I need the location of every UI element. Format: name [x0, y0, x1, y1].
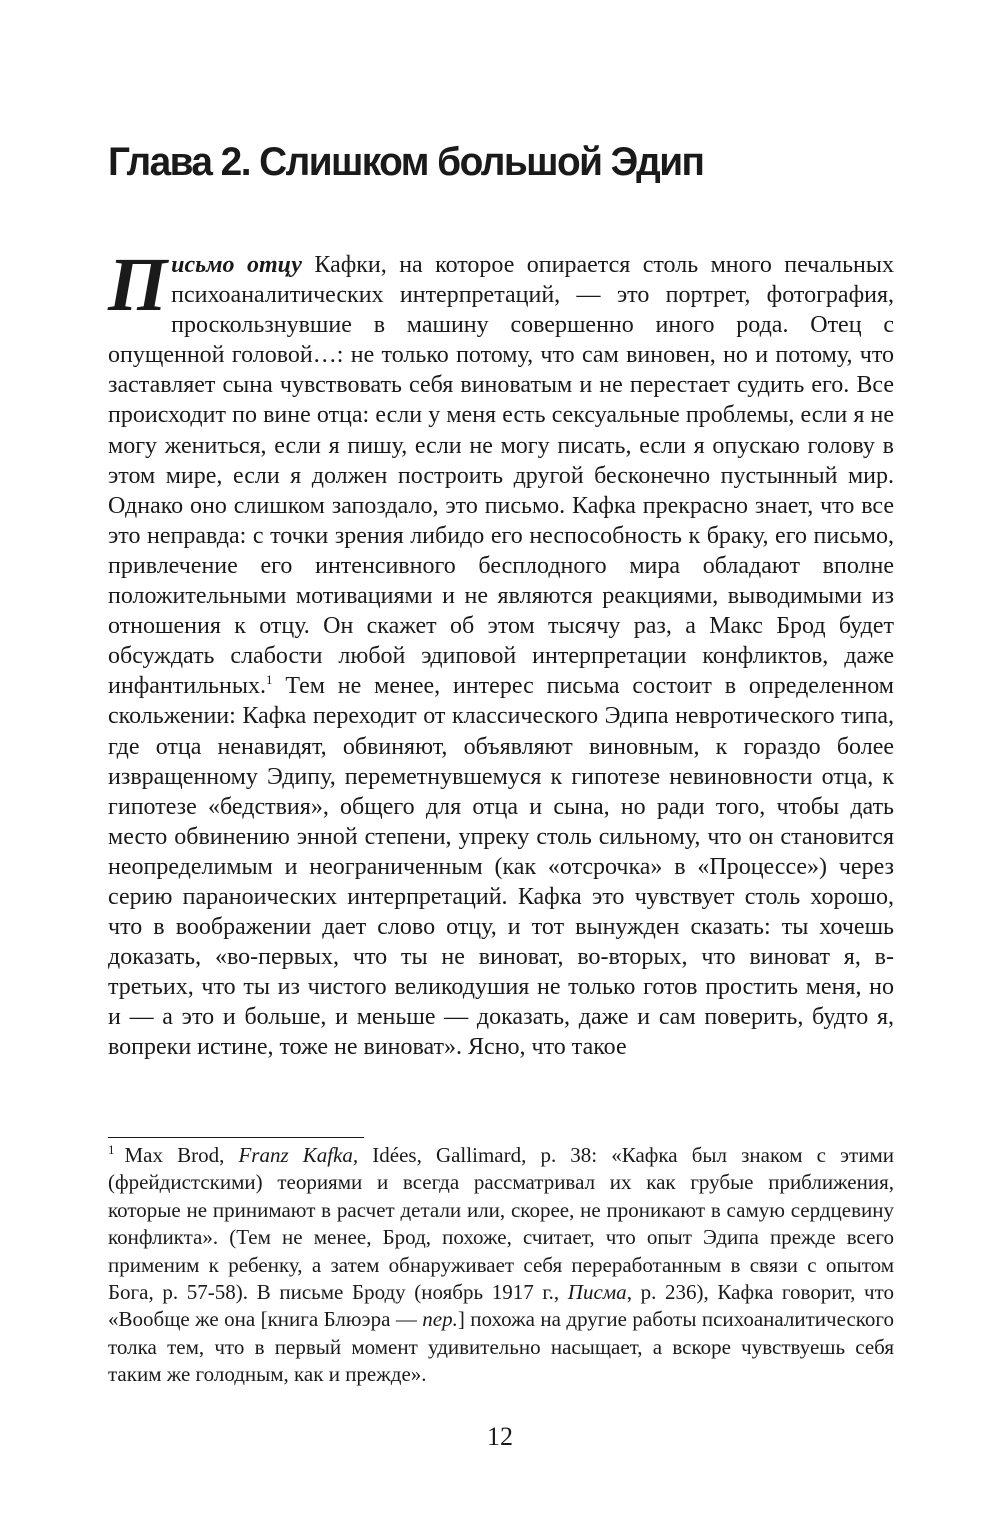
- footnote-paragraph: [108, 1142, 894, 1389]
- footnote-reference[interactable]: 1: [265, 672, 273, 688]
- footnote-number: 1: [108, 1142, 115, 1157]
- body-text-part-1: Кафки, на которое опирается столь много печальных психоаналитических интерпретаций, — это портрет, фотография, проскользнувшие в машину совершенно иного рода. Отец с опущенной головой…: не только потому, что сам виновен, но и потому, что заставляет сына чувствовать себя виноватым и не перестает судить его. Все происходит по вине отца: если у меня есть сексуальные проблемы, если я не могу жениться, если я пишу, если не могу писать, если я опускаю голову в этом мире, если я должен построить другой бесконечно пустынный мир. Однако оно слишком запоздало, это письмо. Кафка прекрасно знает, что все это неправда: с точки зрения либидо его неспособность к браку, его письмо, привлечение его интенсивного бесплодного мира обладают вполне положительными мотивациями и не являются реакциями, выводимыми из отношения к отцу. Он скажет об этом тысячу раз, а Макс Брод будет обсуждать слабости любой эдиповой интерпретации конфликтов, даже инфантильных.: [108, 252, 895, 700]
- footnote-translator-note: пер.: [422, 1307, 458, 1332]
- drop-cap: П: [108, 243, 168, 327]
- footnote-book-title: Franz Kafka,: [238, 1143, 359, 1167]
- footnote-letters-title: Писма: [567, 1280, 627, 1305]
- body-paragraph: [108, 243, 895, 1063]
- page-number: 12: [487, 1422, 513, 1451]
- body-text-part-2: Тем не менее, интерес письма состоит в определенном скольжении: Кафка переходит от классического Эдипа невротического типа, где отца ненавидят, обвиняют, объявляют виновным, к гораздо более извращенному Эдипу, переметнувшемуся к гипотезе невиновности отца, к гипотезе «бедствия», общего для отца и сына, но ради того, чтобы дать место обвинению энной степени, упреку столь сильному, что он становится неопределимым и неограниченным (как «отсрочка» в «Процессе») через серию параноических интерпретаций. Кафка это чувствует столь хорошо, что в воображении дает слово отцу, и тот вынужден сказать: ты хочешь доказать, «во-первых, что ты не виноват, во-вторых, что виноват я, в-третьих, что ты из чистого великодушия не только готов простить меня, но и — а это и больше, и меньше — доказать, даже и сам поверить, будто я, вопреки истине, тоже не виноват». Ясно, что такое: [108, 673, 894, 1061]
- body-text: [108, 243, 895, 1063]
- footnote-text-g: ] похожа на другие работы психоаналитического толка тем, что в первый момент удивительно насыщает, а вскоре чувствуешь себя таким же голодным, как и прежде».: [108, 1307, 894, 1387]
- footnote-text-c: Idées, Gallimard, p. 38: «Кафка был знаком с этими (фрейдистскими) теориями и всегда рассматривал их как грубые приближения, которые не принимают в расчет детали или, скорее, не проникают в самую сердцевину конфликта». (Тем не менее, Брод, похоже, считает, что опыт Эдипа прежде всего применим к ребенку, а затем обнаруживает себя переработанным в связи с опытом Бога, р. 57-58). В письме Броду (ноябрь 1917 г.,: [108, 1143, 894, 1305]
- footnote-separator: [108, 1137, 364, 1138]
- footnote: [108, 1142, 894, 1389]
- chapter-title: Глава 2. Слишком большой Эдип: [108, 140, 704, 184]
- footnote-text-a: Max Brod,: [124, 1143, 239, 1167]
- footnote-text-e: , р. 236), Кафка говорит, что «Вообще же она [книга Блюэра —: [108, 1280, 894, 1332]
- lead-italic-title: исьмо отцу: [171, 252, 302, 278]
